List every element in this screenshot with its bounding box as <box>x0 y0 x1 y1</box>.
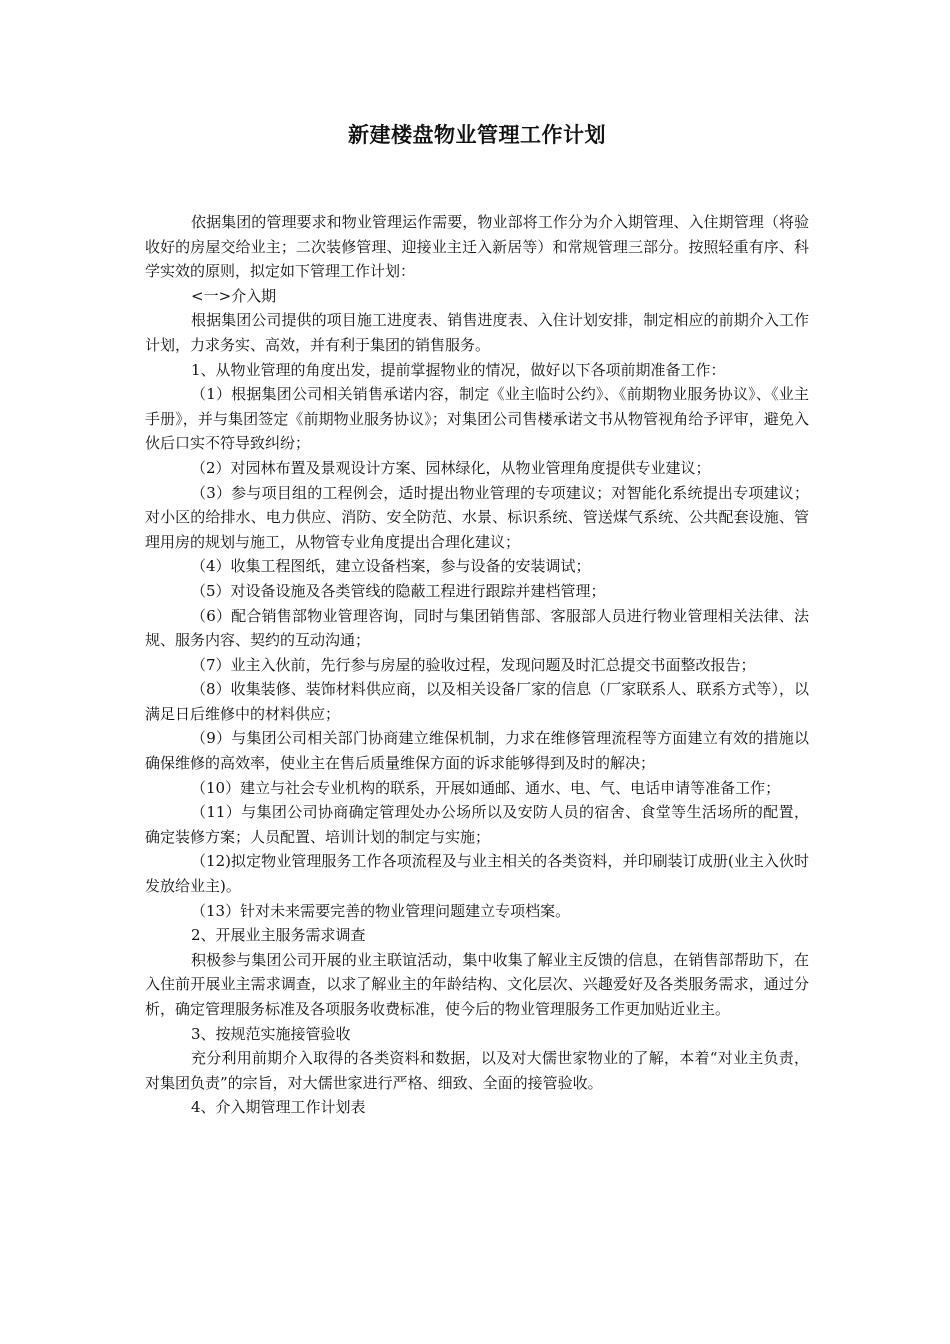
list-item-4: （4）收集工程图纸，建立设备档案，参与设备的安装调试； <box>191 557 591 576</box>
list-item-11: （11）与集团公司协商确定管理处办公场所以及安防人员的宿舍、食堂等生活场所的配置，确定装修方案；人员配置、培训计划的制定与实施； <box>145 803 809 846</box>
list-item-6: （6）配合销售部物业管理咨询，同时与集团销售部、客服部人员进行物业管理相关法律、法规、服务内容、契约的互动沟通； <box>145 606 809 650</box>
document-body <box>145 210 809 1120</box>
section-heading-intervention-period: <一>介入期 <box>191 286 277 305</box>
list-item-5: （5）对设备设施及各类管线的隐蔽工程进行跟踪并建档管理； <box>191 581 606 600</box>
list-item-13: （13）针对未来需要完善的物业管理问题建立专项档案。 <box>191 901 571 920</box>
list-item-7: （7）业主入伙前，先行参与房屋的验收过程，发现问题及时汇总提交书面整改报告； <box>191 655 756 674</box>
list-item-2: （2）对园林布置及景观设计方案、园林绿化，从物业管理角度提供专业建议； <box>191 458 711 477</box>
item-heading-4: 4、介入期管理工作计划表 <box>191 1098 366 1117</box>
paragraph-survey: 积极参与集团公司开展的业主联谊活动，集中收集了解业主反馈的信息，在销售部帮助下，在入住前开展业主需求调查，以求了解业主的年龄结构、文化层次、兴趣爱好及各类服务需求，通过分析，确定管理服务标准及各项服务收费标准，使今后的物业管理服务工作更加贴近业主。 <box>145 950 809 1018</box>
paragraph-acceptance: 充分利用前期介入取得的各类资料和数据，以及对大儒世家物业的了解，本着“对业主负责，对集团负责”的宗旨，对大儒世家进行严格、细致、全面的接管验收。 <box>145 1049 809 1092</box>
list-item-8: （8）收集装修、装饰材料供应商，以及相关设备厂家的信息（厂家联系人、联系方式等），以满足日后维修中的材料供应； <box>145 680 809 723</box>
item-heading-1: 1、从物业管理的角度出发，提前掌握物业的情况，做好以下各项前期准备工作： <box>191 360 726 379</box>
list-item-9: （9）与集团公司相关部门协商建立维保机制，力求在维修管理流程等方面建立有效的措施以确保维修的高效率，使业主在售后质量维保方面的诉求能够得到及时的解决； <box>145 729 809 773</box>
list-item-12: （12)拟定物业管理服务工作各项流程及与业主相关的各类资料，并印刷装订成册(业主入伙时发放给业主)。 <box>145 852 809 896</box>
document-title: 新建楼盘物业管理工作计划 <box>348 122 606 147</box>
paragraph-intro: 依据集团的管理要求和物业管理运作需要，物业部将工作分为介入期管理、入住期管理（将验收好的房屋交给业主；二次装修管理、迎接业主迁入新居等）和常规管理三部分。按照轻重有序、科学实效的原则，拟定如下管理工作计划： <box>145 213 809 281</box>
list-item-3: （3）参与项目组的工程例会，适时提出物业管理的专项建议；对智能化系统提出专项建议；对小区的给排水、电力供应、消防、安全防范、水景、标识系统、管送煤气系统、公共配套设施、管理用房的规划与施工，从物管专业角度提出合理化建议； <box>145 483 809 551</box>
item-heading-2: 2、开展业主服务需求调查 <box>191 926 366 945</box>
paragraph-intervention-plan: 根据集团公司提供的项目施工进度表、销售进度表、入住计划安排，制定相应的前期介入工作计划，力求务实、高效，并有利于集团的销售服务。 <box>145 311 809 354</box>
item-heading-3: 3、按规范实施接管验收 <box>191 1024 351 1043</box>
list-item-10: （10）建立与社会专业机构的联系，开展如通邮、通水、电、气、电话申请等准备工作； <box>191 778 781 797</box>
list-item-1: （1）根据集团公司相关销售承诺内容，制定《业主临时公约》、《前期物业服务协议》、《业主手册》，并与集团签定《前期物业服务协议》；对集团公司售楼承诺文书从物管视角给予评审，避免入伙后口实不符导致纠纷； <box>145 385 809 453</box>
